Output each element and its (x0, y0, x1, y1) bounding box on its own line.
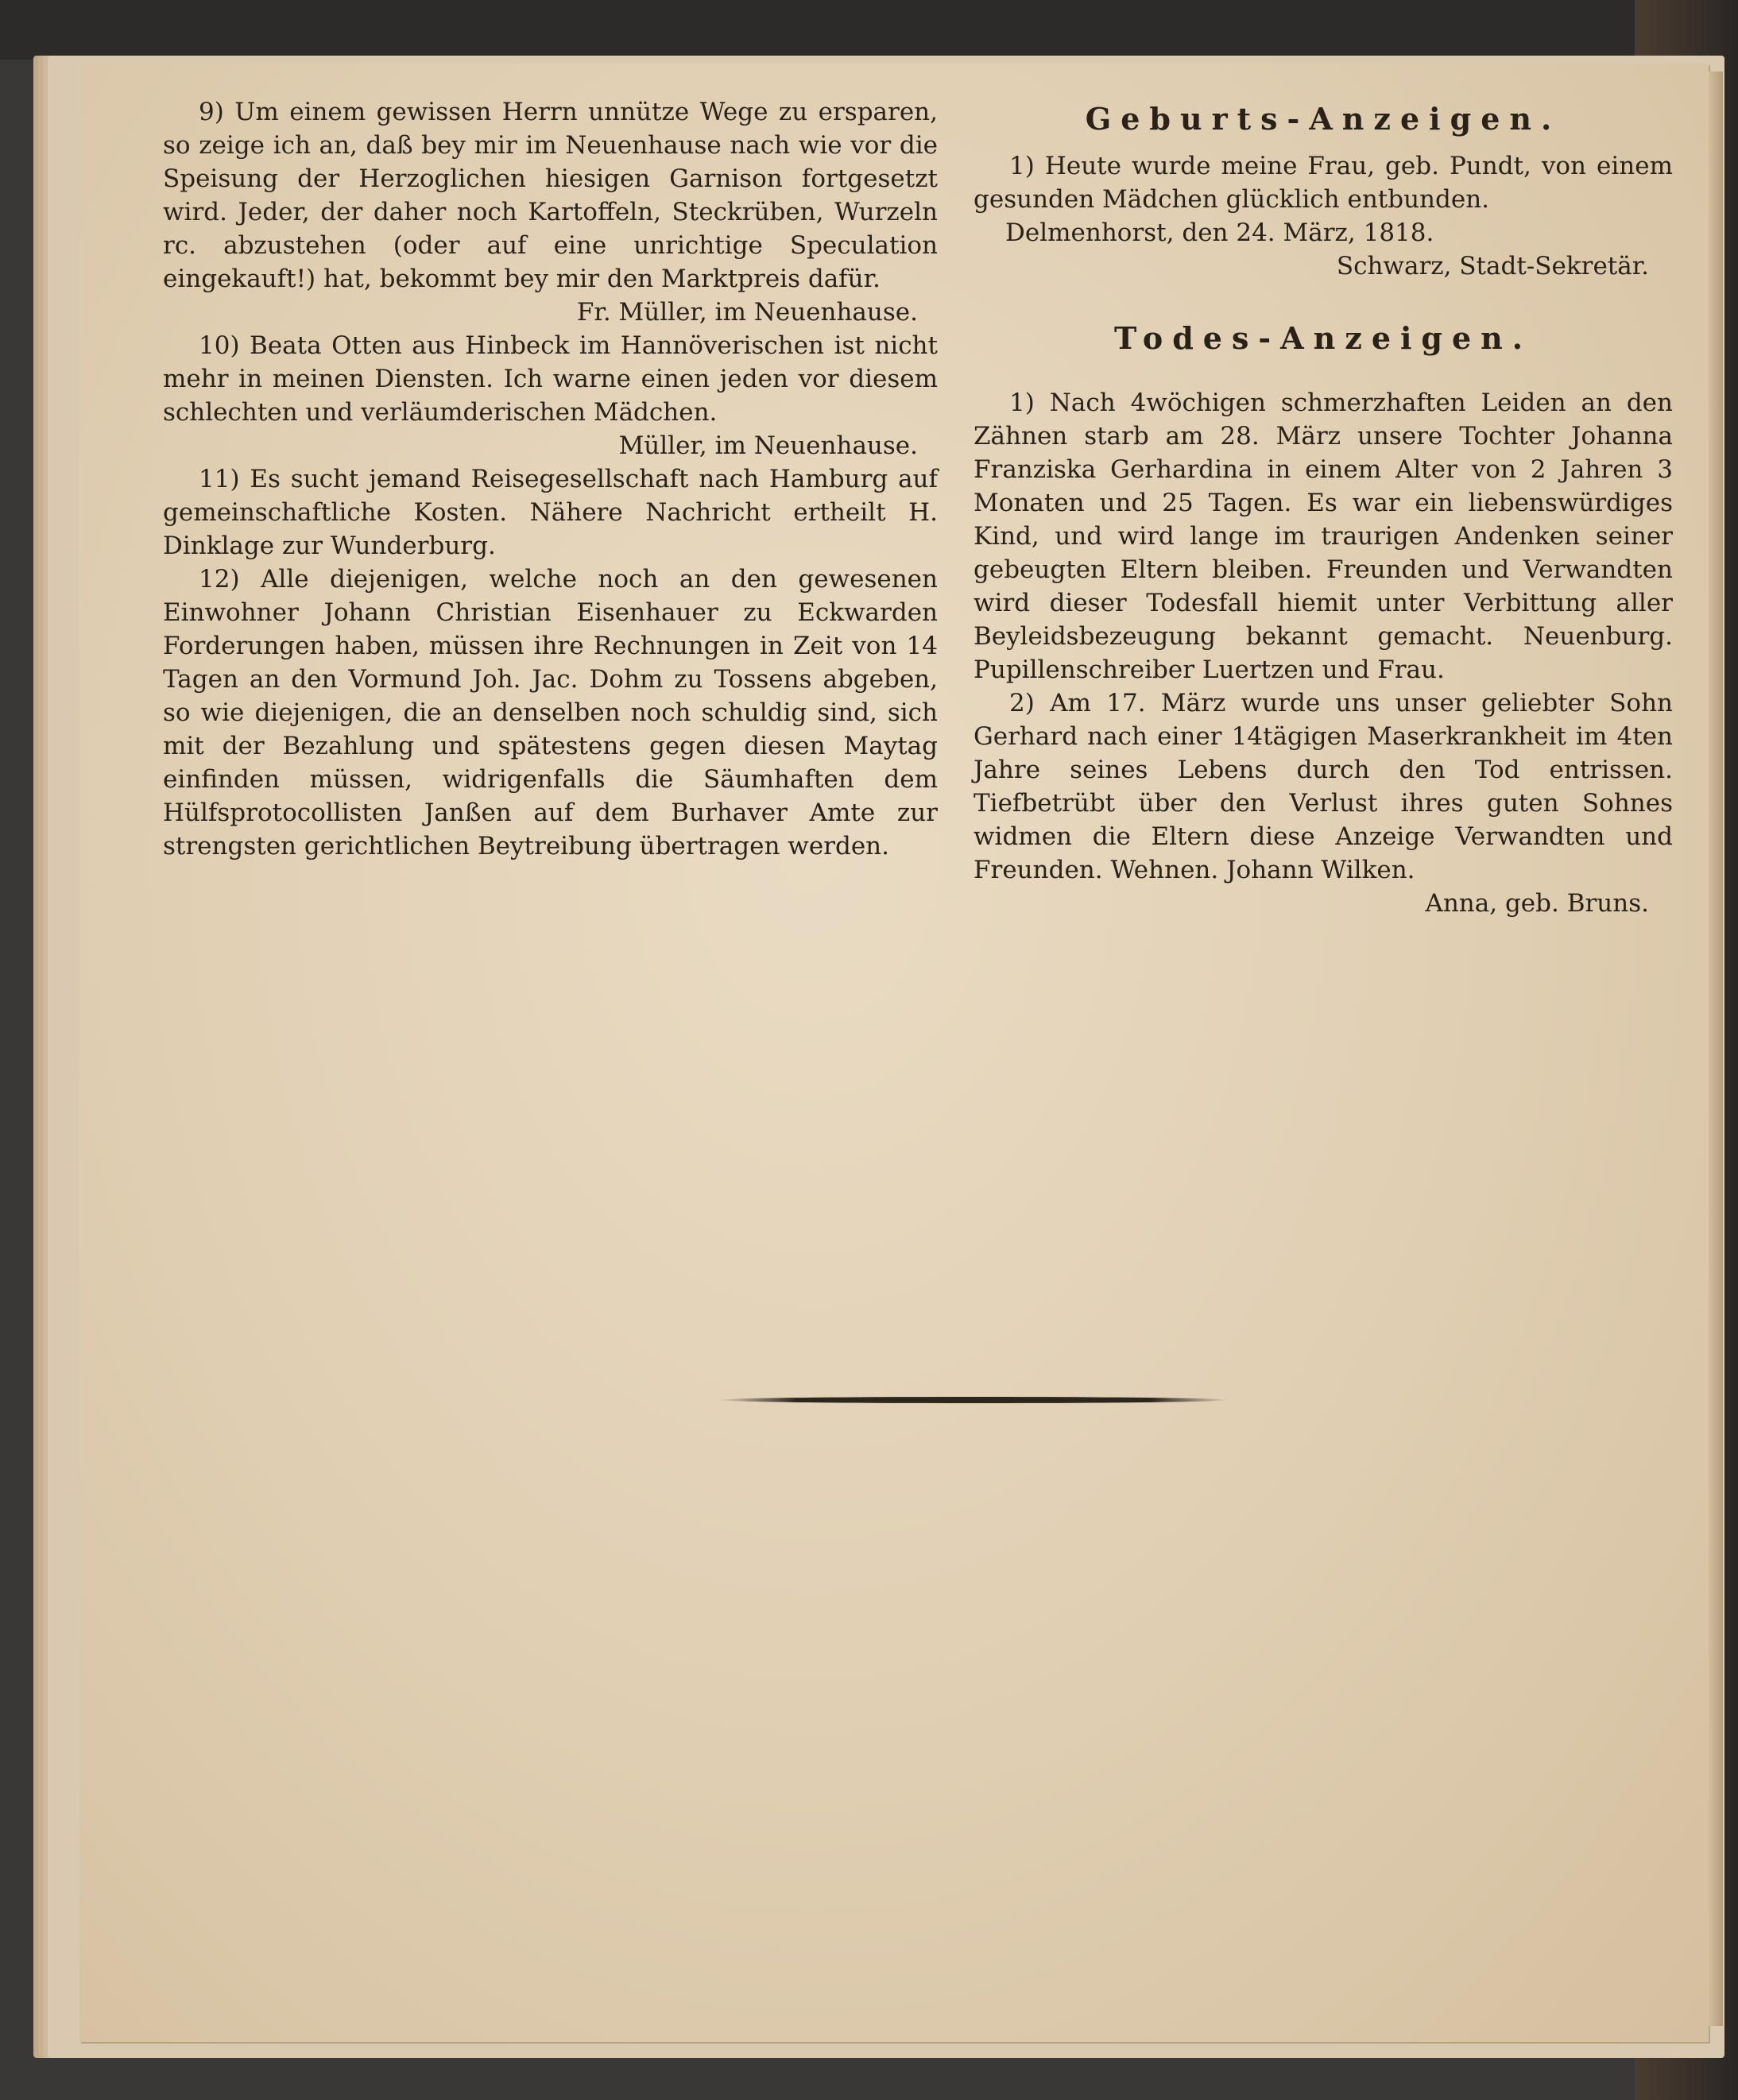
death-announcements-heading: Todes-Anzeigen. (1113, 320, 1533, 356)
birth-announcements-heading: Geburts-Anzeigen. (1085, 101, 1562, 137)
notice-10-text: 10) Beata Otten aus Hinbeck im Hannöverischen ist nicht mehr in meinen Diensten. Ich warne einen jeden vor diesem schlechten und verläumderischen Mädchen. (163, 331, 938, 427)
death-notice-2: 2) Am 17. März wurde uns unser geliebter Sohn Gerhard nach einer 14tägigen Maserkrankheit im 4ten Jahre seines Lebens durch den Tod entrissen. Tiefbetrübt über den Verlust ihres guten Sohnes widmen die Eltern diese Anzeige Verwandten und Freunden. Wehnen. Johann Wilken. (974, 689, 1673, 884)
notice-11-text: 11) Es sucht jemand Reisegesellschaft nach Hamburg auf gemeinschaftliche Kosten. Nähere Nachricht ertheilt H. Dinklage zur Wunderburg. (163, 465, 938, 560)
notice-12-text: 12) Alle diejenigen, welche noch an den gewesenen Einwohner Johann Christian Eisenhauer zu Eckwarden Forderungen haben, müssen ihre Rechnungen in Zeit von 14 Tagen an den Vormund Joh. Jac. Dohm zu Tossens abgeben, so wie diejenigen, die an denselben noch schuldig sind, sich mit der Bezahlung und spätestens gegen diesen Maytag einfinden müssen, widrigenfalls die Säumhaften dem Hülfsprotocollisten Janßen auf dem Burhaver Amte zur strengsten gerichtlichen Beytreibung übertragen werden. (163, 565, 938, 860)
page-right-edge (1709, 72, 1723, 2026)
left-column (163, 95, 938, 863)
notice-11 (163, 462, 938, 563)
backdrop-top (0, 0, 1738, 60)
notice-12 (163, 563, 938, 863)
notice-10 (163, 329, 938, 429)
notice-10-signature: Müller, im Neuenhause. (618, 431, 918, 460)
section-divider-rule (719, 1397, 1228, 1403)
death-notice-2-signature: Anna, geb. Bruns. (1425, 889, 1649, 918)
birth-notice-1: 1) Heute wurde meine Frau, geb. Pundt, von einem gesunden Mädchen glücklich entbunden. (974, 152, 1673, 214)
right-column (974, 95, 1673, 920)
notice-9-signature: Fr. Müller, im Neuenhause. (576, 298, 918, 327)
death-notice-1: 1) Nach 4wöchigen schmerzhaften Leiden an den Zähnen starb am 28. März unsere Tochter Johanna Franziska Gerhardina in einem Alter von 2 Jahren 3 Monaten und 25 Tagen. Es war ein liebenswürdiges Kind, und wird lange im traurigen Andenken seiner gebeugten Eltern bleiben. Freunden und Verwandten wird dieser Todesfall hiemit unter Verbittung aller Beyleidsbezeugung bekannt gemacht. Neuenburg. Pupillenschreiber Luertzen und Frau. (974, 389, 1673, 684)
notice-9-text: 9) Um einem gewissen Herrn unnütze Wege zu ersparen, so zeige ich an, daß bey mir im Neuenhause nach wie vor die Speisung der Herzoglichen hiesigen Garnison fortgesetzt wird. Jeder, der daher noch Kartoffeln, Steckrüben, Wurzeln rc. abzustehen (oder auf eine unrichtige Speculation eingekauft!) hat, bekommt bey mir den Marktpreis dafür. (163, 98, 938, 293)
notice-9 (163, 95, 938, 296)
birth-place-date: Delmenhorst, den 24. März, 1818. (1005, 219, 1434, 247)
birth-signature: Schwarz, Stadt-Sekretär. (1336, 252, 1649, 280)
